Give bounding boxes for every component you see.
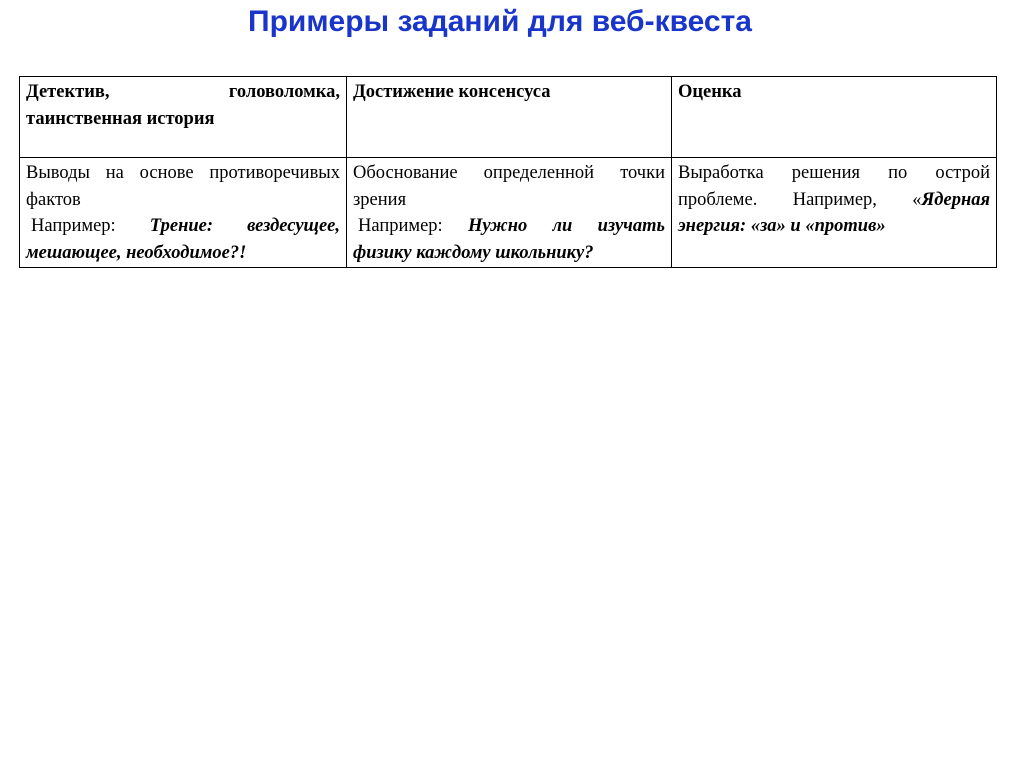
example-prefix: Например: (31, 216, 150, 236)
cell-consensus (347, 158, 672, 268)
example-prefix: Например: (358, 216, 468, 236)
example-text: Трение: вездесущее, мешающее, необходимое?! (26, 216, 340, 263)
table-row (20, 158, 997, 268)
cell-description: Обоснование определенной точки зрения (353, 163, 665, 210)
cell-description: Выработка решения по острой проблеме. Например, « (678, 163, 990, 210)
header-cell-evaluation: Оценка (672, 77, 997, 158)
cell-detective (20, 158, 347, 268)
header-cell-detective: Детектив, головоломка, таинственная история (20, 77, 347, 158)
webquest-tasks-table (19, 76, 997, 268)
slide-title: Примеры заданий для веб-квеста (248, 5, 752, 38)
cell-description: Выводы на основе противоречивых фактов (26, 163, 340, 210)
cell-example (26, 213, 340, 266)
example-text: Нужно ли изучать физику каждому школьнику? (353, 216, 665, 263)
example-text: Ядерная энергия: «за» и «против» (678, 189, 990, 236)
table-header-row (20, 77, 997, 158)
cell-example (353, 213, 665, 266)
header-cell-consensus: Достижение консенсуса (347, 77, 672, 158)
cell-evaluation (672, 158, 997, 268)
